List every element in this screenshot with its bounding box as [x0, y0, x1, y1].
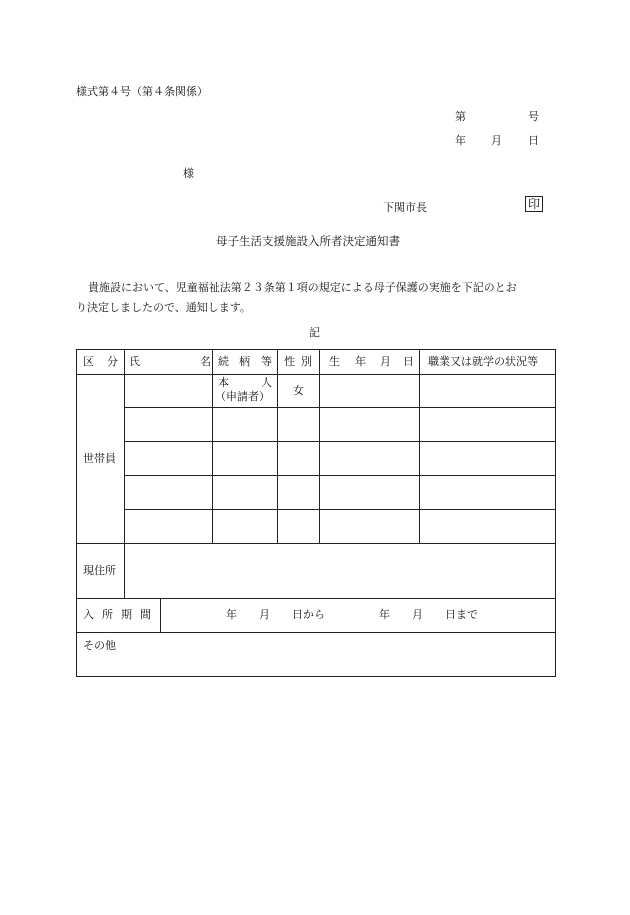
col-divider — [319, 350, 320, 543]
doc-number-dai: 第 — [455, 110, 466, 123]
body-line-2: り決定しましたので、通知します。 — [76, 301, 251, 314]
body-line-1: 貴施設において、児童福祉法第２３条第１項の規定による母子保護の実施を下記のとお — [88, 281, 517, 294]
period-label: 期 — [121, 608, 132, 621]
row-divider — [124, 441, 555, 442]
header-relationship: 等 — [261, 355, 272, 368]
col-divider — [160, 598, 161, 632]
row-divider — [124, 475, 555, 476]
header-birthdate: 生 — [329, 355, 340, 368]
col-divider — [124, 350, 125, 598]
sex-female: 女 — [293, 384, 304, 397]
seal-stamp: 印 — [525, 196, 543, 212]
header-sex: 性 — [284, 355, 295, 368]
relationship-applicant-note: （申請者） — [215, 390, 270, 403]
col-divider — [212, 350, 213, 543]
recipient-sama: 様 — [183, 167, 194, 180]
col-divider — [419, 350, 420, 543]
col-divider — [277, 350, 278, 543]
date-day: 日 — [528, 134, 539, 147]
row-divider — [124, 509, 555, 510]
period-from: 年 月 日から — [226, 608, 325, 621]
other-label: その他 — [83, 639, 116, 652]
date-year: 年 — [455, 134, 466, 147]
row-divider — [77, 632, 555, 633]
household-label: 世帯員 — [83, 452, 116, 465]
row-divider — [77, 374, 555, 375]
header-occupation: 職業又は就学の状況等 — [428, 355, 538, 368]
relationship-honnin: 人 — [261, 376, 272, 389]
header-relationship: 柄 — [239, 355, 250, 368]
relationship-honnin: 本 — [218, 376, 229, 389]
ki-marker: 記 — [309, 326, 320, 339]
row-divider — [124, 407, 555, 408]
date-month: 月 — [491, 134, 502, 147]
issuer: 下関市長 — [383, 201, 427, 214]
period-label: 所 — [102, 608, 113, 621]
document-title: 母子生活支援施設入所者決定通知書 — [216, 234, 400, 248]
header-kubun: 分 — [107, 355, 118, 368]
period-label: 間 — [140, 608, 151, 621]
header-birthdate: 月 — [380, 355, 391, 368]
header-kubun: 区 — [83, 355, 94, 368]
header-name: 氏 — [129, 355, 140, 368]
header-birthdate: 年 — [355, 355, 366, 368]
header-name: 名 — [200, 355, 211, 368]
doc-number-gou: 号 — [528, 110, 539, 123]
address-label: 現住所 — [83, 564, 116, 577]
row-divider — [77, 598, 555, 599]
header-sex: 別 — [301, 355, 312, 368]
household-table — [76, 349, 556, 677]
header-birthdate: 日 — [403, 355, 414, 368]
period-to: 年 月 日まで — [379, 608, 478, 621]
period-label: 入 — [83, 608, 94, 621]
header-relationship: 続 — [218, 355, 229, 368]
form-number: 様式第４号（第４条関係） — [76, 85, 208, 98]
row-divider — [77, 543, 555, 544]
